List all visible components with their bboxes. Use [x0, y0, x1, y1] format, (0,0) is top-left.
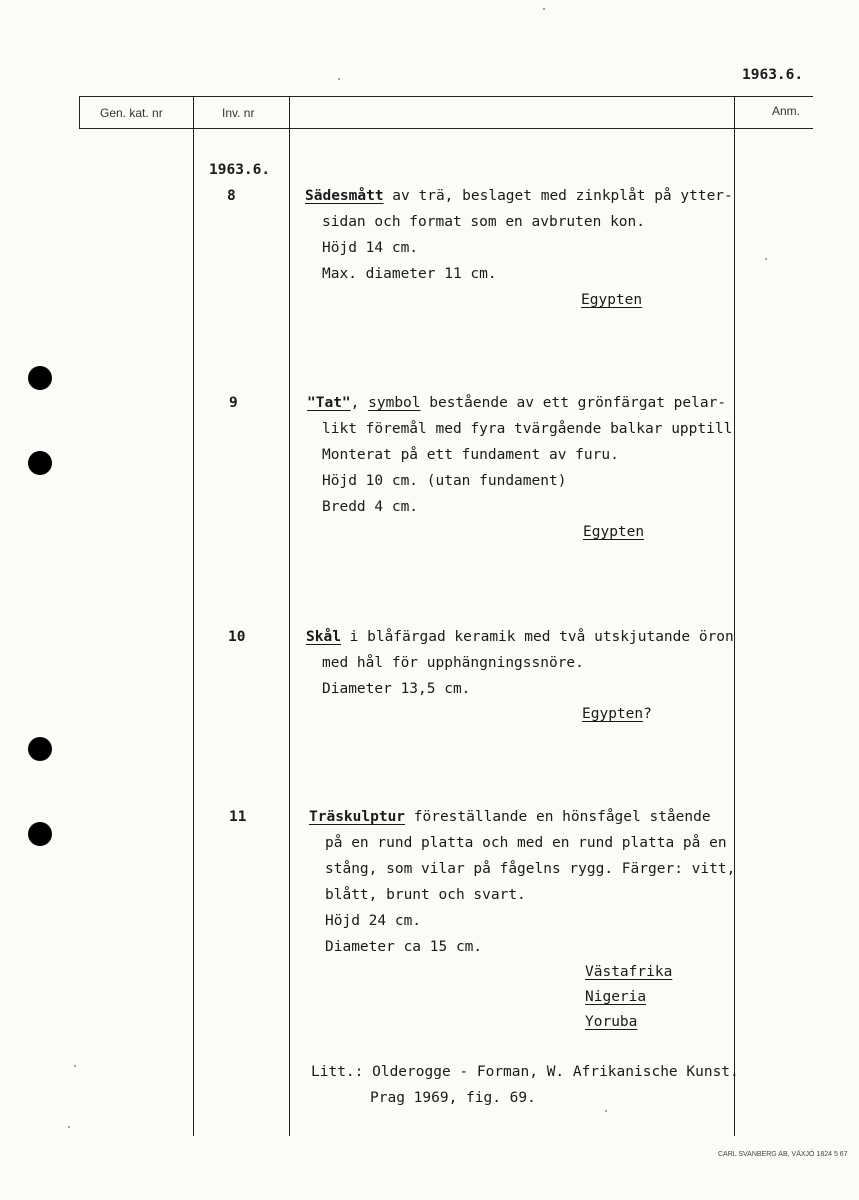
- entry-line: Höjd 24 cm.: [325, 913, 422, 929]
- column-header-gen-kat: Gen. kat. nr: [100, 106, 163, 120]
- entry-line: likt föremål med fyra tvärgående balkar upptill: [322, 421, 733, 437]
- origin-uncertain-mark: ?: [643, 706, 652, 722]
- entry-line: Sädesmått av trä, beslaget med zinkplåt på ytter-: [305, 188, 733, 204]
- entry-origin: Nigeria: [585, 989, 647, 1005]
- punch-hole: [28, 822, 52, 846]
- entry-origin: Västafrika: [585, 964, 673, 980]
- entry-line: med hål för upphängningssnöre.: [322, 655, 584, 671]
- literature-reference: Prag 1969, fig. 69.: [370, 1090, 536, 1106]
- entry-line: Monterat på ett fundament av furu.: [322, 447, 619, 463]
- entry-number: 11: [229, 809, 247, 825]
- entry-line: Bredd 4 cm.: [322, 499, 419, 515]
- entry-origin: Yoruba: [585, 1014, 638, 1030]
- entry-line: Diameter ca 15 cm.: [325, 939, 483, 955]
- scan-speck: [605, 1110, 607, 1112]
- column-divider-2: [289, 96, 290, 1136]
- left-border: [79, 96, 80, 129]
- entry-line: Höjd 10 cm. (utan fundament): [322, 473, 567, 489]
- page-reference: 1963.6.: [742, 67, 804, 83]
- entry-line: "Tat", symbol bestående av ett grönfärgat pelar-: [307, 395, 727, 411]
- punch-hole: [28, 451, 52, 475]
- scan-speck: [543, 8, 545, 10]
- entry-line: Skål i blåfärgad keramik med två utskjutande öron: [306, 629, 734, 645]
- entry-line: Max. diameter 11 cm.: [322, 266, 497, 282]
- entry-line: Träskulptur föreställande en hönsfågel stående: [309, 809, 711, 825]
- entry-origin: Egypten: [582, 706, 644, 722]
- column-header-anm: Anm.: [772, 104, 801, 118]
- literature-reference: Litt.: Olderogge - Forman, W. Afrikanische Kunst.: [311, 1064, 739, 1080]
- entry-title: Sädesmått: [305, 188, 384, 204]
- column-divider-3: [734, 96, 735, 1136]
- scan-speck: [338, 78, 340, 80]
- scan-speck: [765, 258, 767, 260]
- entry-origin: Egypten: [583, 524, 645, 540]
- scan-speck: [68, 1126, 70, 1128]
- entry-line: stång, som vilar på fågelns rygg. Färger: vitt,: [325, 861, 736, 877]
- entry-number: 8: [227, 188, 236, 204]
- entry-line: blått, brunt och svart.: [325, 887, 526, 903]
- entry-number: 9: [229, 395, 238, 411]
- entry-line: Diameter 13,5 cm.: [322, 681, 471, 697]
- series-header: 1963.6.: [209, 162, 271, 178]
- punch-hole: [28, 366, 52, 390]
- entry-line: sidan och format som en avbruten kon.: [322, 214, 646, 230]
- entry-origin-line: [582, 701, 652, 727]
- entry-number: 10: [228, 629, 246, 645]
- header-bottom-rule: [79, 128, 813, 129]
- entry-title: "Tat": [307, 395, 351, 411]
- column-divider-1: [193, 96, 194, 1136]
- header-top-rule: [79, 96, 813, 97]
- punch-hole: [28, 737, 52, 761]
- entry-title: Skål: [306, 629, 341, 645]
- entry-line: Höjd 14 cm.: [322, 240, 419, 256]
- column-header-inv: Inv. nr: [222, 106, 255, 120]
- scan-speck: [74, 1065, 76, 1067]
- printer-mark: CARL SVANBERG AB, VÄXJÖ 1824 5 67: [718, 1151, 848, 1158]
- entry-title: Träskulptur: [309, 809, 406, 825]
- entry-origin: Egypten: [581, 292, 643, 308]
- entry-title-secondary: symbol: [368, 395, 421, 411]
- entry-line: på en rund platta och med en rund platta på en: [325, 835, 727, 851]
